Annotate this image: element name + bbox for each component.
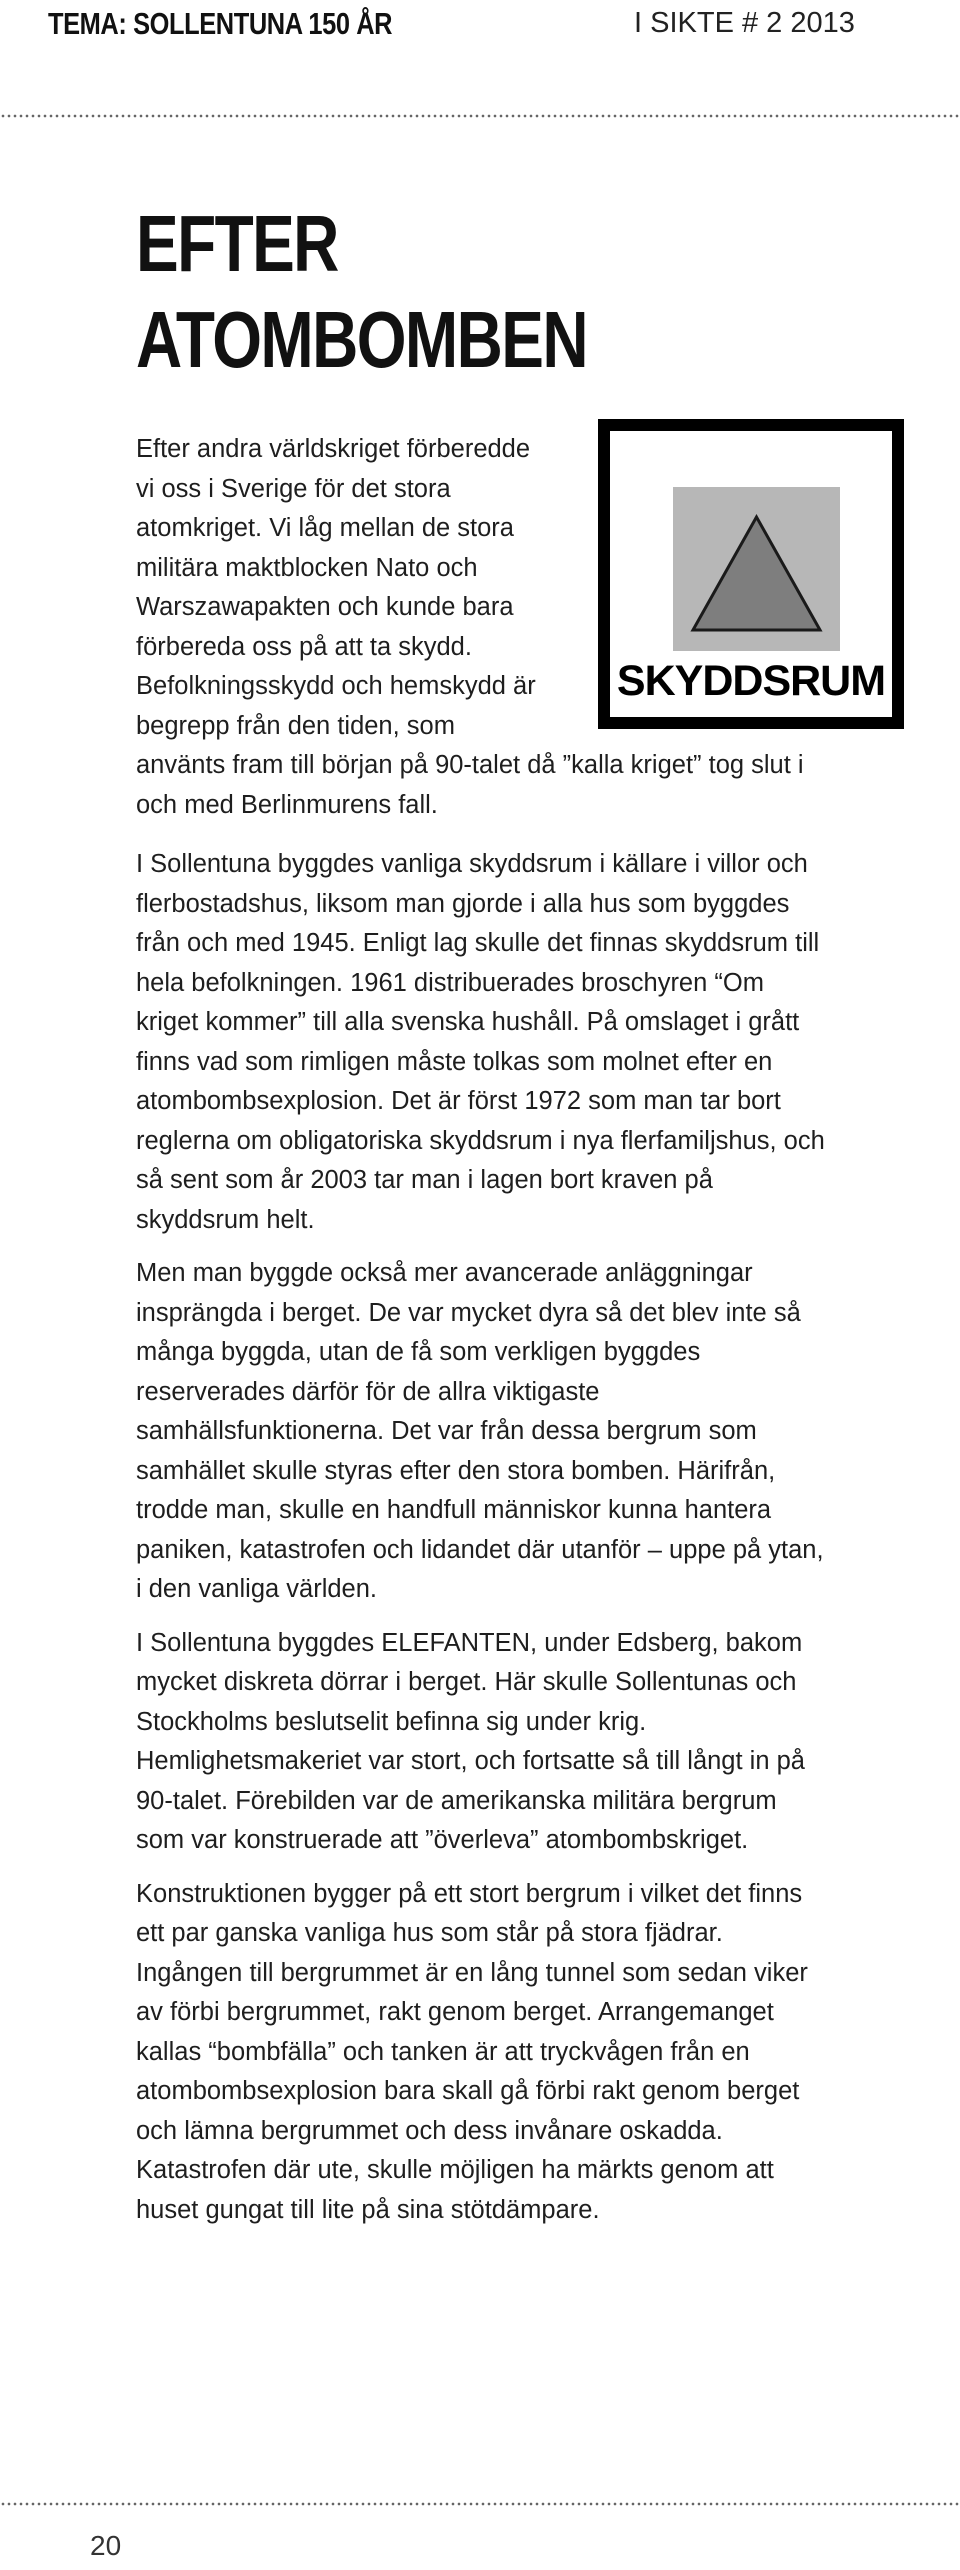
issue-label: I SIKTE # 2 2013 bbox=[634, 7, 855, 39]
top-dotted-divider bbox=[0, 114, 960, 118]
paragraph-4: I Sollentuna byggdes ELEFANTEN, under Edsberg, bakom mycket diskreta dörrar i berget. Här skulle Sollentunas och Stockholms beslutselit befinna sig under krig. Hemlighetsmakeriet var stort, och fortsatte så till långt in på 90-talet. Förebilden var de amerikanska militära bergrum som var konstruerade att ”överleva” atombombskriget. bbox=[136, 1628, 805, 1854]
page-header bbox=[0, 0, 960, 56]
paragraph-1: Efter andra världskriget förberedde vi oss i Sverige för det stora atomkriget. Vi låg mellan de stora militära maktblocken Nato och Warszawapakten och kunde bara förbereda oss på att ta skydd. Befolkningsskydd och hemskydd är begrepp från den tiden, som använts fram till början på 90-talet då ”kalla kriget” tog slut i och med Berlinmurens fall. bbox=[136, 435, 804, 819]
article-title-line-1: EFTER bbox=[136, 199, 338, 288]
theme-label: TEMA: SOLLENTUNA 150 ÅR bbox=[48, 6, 393, 41]
sign-text-wrap-spacer bbox=[536, 430, 826, 722]
article-title bbox=[136, 196, 587, 388]
paragraph-3: Men man byggde också mer avancerade anläggningar insprängda i berget. De var mycket dyra så det blev inte så många byggda, utan de få som verkligen byggdes reserverades därför för de allra viktigaste samhällsfunktionerna. Det var från dessa bergrum som samhället skulle styras efter den stora bomben. Härifrån, trodde man, skulle en handfull människor kunna hantera paniken, katastrofen och lidandet där utanför – uppe på ytan, i den vanliga världen. bbox=[136, 1259, 824, 1603]
paragraph-2: I Sollentuna byggdes vanliga skyddsrum i källare i villor och flerbostadshus, liksom man gjorde i alla hus som byggdes från och med 1945. Enligt lag skulle det finnas skyddsrum till hela befolkningen. 1961 distribuerades broschyren “Om kriget kommer” till alla svenska hushåll. På omslaget i grått finns vad som rimligen måste tolkas som molnet efter en atombombsexplosion. Det är först 1972 som man tar bort reglerna om obligatoriska skyddsrum i nya flerfamiljshus, och så sent som år 2003 tar man i lagen bort kraven på skyddsrum helt. bbox=[136, 850, 825, 1234]
page-number: 20 bbox=[90, 2530, 122, 2561]
paragraph-5: Konstruktionen bygger på ett stort bergrum i vilket det finns ett par ganska vanliga hus som står på stora fjädrar. Ingången till bergrummet är en lång tunnel som sedan viker av förbi bergrummet, rakt genom berget. Arrangemanget kallas “bombfälla” och tanken är att tryckvågen från en atombombsexplosion bara skall gå förbi rakt genom berget och lämna bergrummet och dess invånare oskadda. Katastrofen där ute, skulle möjligen ha märkts genom att huset gungat till lite på sina stötdämpare. bbox=[136, 1879, 808, 2224]
article-title-line-2: ATOMBOMBEN bbox=[136, 295, 587, 384]
article-body bbox=[136, 430, 826, 2244]
bottom-dotted-divider bbox=[0, 2502, 960, 2506]
sign-label: SKYDDSRUM bbox=[616, 657, 886, 705]
